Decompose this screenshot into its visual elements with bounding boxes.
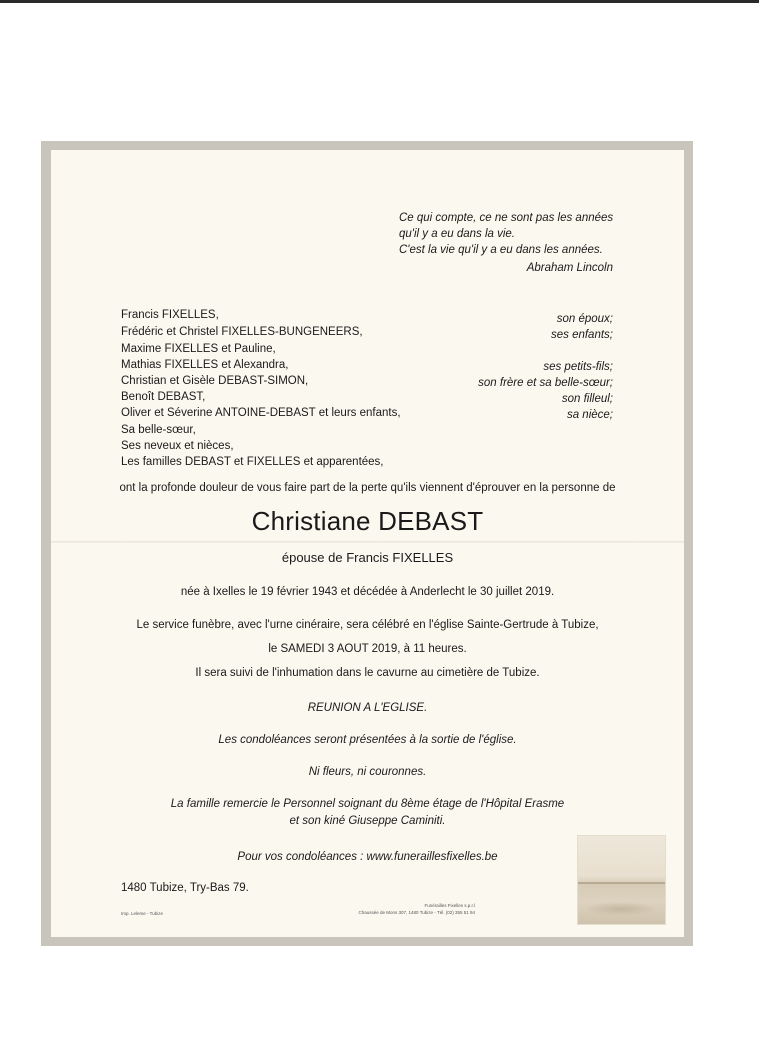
funeral-home-name: Funérailles Fixelles s.p.r.l: [424, 903, 475, 908]
online-condolences: Pour vos condoléances : www.funeraillesfixelles.be: [237, 851, 498, 863]
relation-label: ses petits-fils;: [543, 361, 613, 373]
family-member: Oliver et Séverine ANTOINE-DEBAST et leurs enfants,: [121, 407, 401, 419]
address: 1480 Tubize, Try-Bas 79.: [121, 882, 249, 894]
photo-horizon: [578, 882, 665, 884]
family-member: Sa belle-sœur,: [121, 424, 196, 436]
quote: [399, 210, 613, 258]
relation-label: son filleul;: [561, 393, 613, 405]
birth-death: née à Ixelles le 19 février 1943 et décédée à Anderlecht le 30 juillet 2019.: [180, 586, 555, 598]
photo-sand: [584, 902, 658, 916]
family-member: Francis FIXELLES,: [121, 309, 219, 321]
family-member: Maxime FIXELLES et Pauline,: [121, 343, 276, 355]
printer-credit: Imp. Leleme - Tubize: [121, 911, 164, 916]
fold-line: [51, 541, 684, 543]
thanks-line: La famille remercie le Personnel soignant du 8ème étage de l'Hôpital Erasme: [170, 798, 565, 810]
quote-author: Abraham Lincoln: [526, 262, 613, 274]
family-member: Christian et Gisèle DEBAST-SIMON,: [121, 375, 309, 387]
burial-details: Il sera suivi de l'inhumation dans le cavurne au cimetière de Tubize.: [195, 667, 540, 679]
service-date: le SAMEDI 3 AOUT 2019, à 11 heures.: [268, 643, 467, 655]
quote-line: C'est la vie qu'il y a eu dans les années.: [399, 244, 603, 256]
scan-edge: [0, 0, 759, 3]
family-member: Mathias FIXELLES et Alexandra,: [121, 359, 289, 371]
quote-line: qu'il y a eu dans la vie.: [399, 228, 515, 240]
reunion-note: REUNION A L'EGLISE.: [307, 702, 428, 714]
beach-photo: [577, 835, 666, 925]
thanks-line: et son kiné Giuseppe Caminiti.: [289, 815, 446, 827]
family-member: Frédéric et Christel FIXELLES-BUNGENEERS,: [121, 326, 363, 338]
relation-label: ses enfants;: [550, 329, 613, 341]
announcement: ont la profonde douleur de vous faire part de la perte qu'ils viennent d'éprouver en la personne de: [119, 482, 616, 494]
quote-line: Ce qui compte, ce ne sont pas les années: [399, 212, 614, 224]
flowers-note: Ni fleurs, ni couronnes.: [308, 766, 427, 778]
relation-label: son frère et sa belle-sœur;: [478, 377, 613, 389]
spouse-line: épouse de Francis FIXELLES: [281, 550, 454, 565]
deceased-name: Christiane DEBAST: [251, 506, 484, 536]
family-member: Benoît DEBAST,: [121, 391, 206, 403]
condolences-note: Les condoléances seront présentées à la sortie de l'église.: [218, 734, 517, 746]
service-details: Le service funèbre, avec l'urne cinéraire, sera célébré en l'église Sainte-Gertrude à Tubize,: [136, 619, 599, 631]
funeral-home-address: Chaussée de Mons 307, 1480 Tubize - Tél. (02) 355 51 94: [358, 910, 475, 915]
family-member: Ses neveux et nièces,: [121, 440, 234, 452]
family-member: Les familles DEBAST et FIXELLES et apparentées,: [121, 456, 384, 468]
relation-label: son époux;: [556, 313, 613, 325]
relation-label: sa nièce;: [566, 409, 613, 421]
